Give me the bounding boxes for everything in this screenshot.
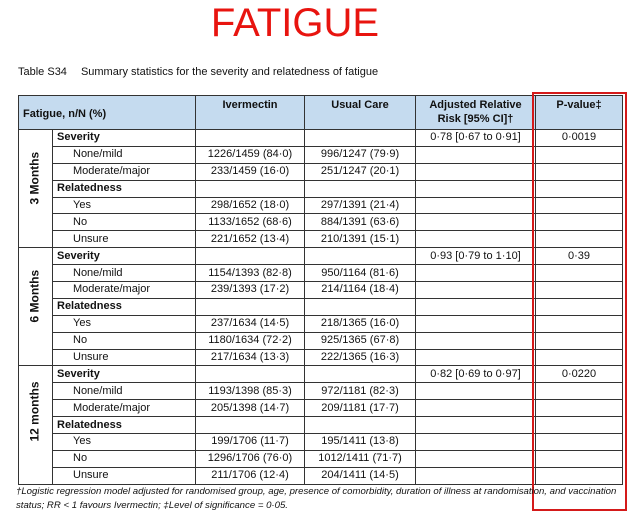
arr-value xyxy=(416,400,536,417)
arr-value xyxy=(416,332,536,349)
ivermectin-value: 205/1398 (14·7) xyxy=(196,400,305,417)
arr-value xyxy=(416,349,536,366)
ivermectin-value xyxy=(196,248,305,265)
header-usual-care: Usual Care xyxy=(305,96,416,130)
ivermectin-value: 217/1634 (13·3) xyxy=(196,349,305,366)
ivermectin-value: 239/1393 (17·2) xyxy=(196,282,305,299)
usual-care-value: 925/1365 (67·8) xyxy=(305,332,416,349)
header-label: Fatigue, n/N (%) xyxy=(19,96,196,130)
usual-care-value xyxy=(305,298,416,315)
row-label: Unsure xyxy=(53,349,196,366)
usual-care-value xyxy=(305,417,416,434)
group-label xyxy=(19,130,53,248)
group-name: 6 Months xyxy=(27,270,42,323)
row-label: Severity xyxy=(53,366,196,383)
row-label: Unsure xyxy=(53,231,196,248)
row-label: No xyxy=(53,332,196,349)
row-label: No xyxy=(53,450,196,467)
arr-value xyxy=(416,231,536,248)
header-ivermectin: Ivermectin xyxy=(196,96,305,130)
arr-value: 0·78 [0·67 to 0·91] xyxy=(416,130,536,147)
row-label: Relatedness xyxy=(53,417,196,434)
usual-care-value xyxy=(305,366,416,383)
row-label: Relatedness xyxy=(53,180,196,197)
ivermectin-value: 211/1706 (12·4) xyxy=(196,467,305,484)
row-label: None/mild xyxy=(53,383,196,400)
usual-care-value: 972/1181 (82·3) xyxy=(305,383,416,400)
table-number: Table S34 xyxy=(18,66,67,78)
arr-value xyxy=(416,315,536,332)
ivermectin-value: 1296/1706 (76·0) xyxy=(196,450,305,467)
usual-care-value: 222/1365 (16·3) xyxy=(305,349,416,366)
row-label: Yes xyxy=(53,315,196,332)
row-label: Relatedness xyxy=(53,298,196,315)
usual-care-value xyxy=(305,248,416,265)
ivermectin-value: 1226/1459 (84·0) xyxy=(196,146,305,163)
ivermectin-value xyxy=(196,180,305,197)
usual-care-value: 218/1365 (16·0) xyxy=(305,315,416,332)
ivermectin-value: 1193/1398 (85·3) xyxy=(196,383,305,400)
caption-text: Summary statistics for the severity and relatedness of fatigue xyxy=(80,66,379,78)
arr-value: 0·93 [0·79 to 1·10] xyxy=(416,248,536,265)
row-label: Unsure xyxy=(53,467,196,484)
usual-care-value: 251/1247 (20·1) xyxy=(305,163,416,180)
row-label: Yes xyxy=(53,197,196,214)
arr-value xyxy=(416,197,536,214)
usual-care-value: 1012/1411 (71·7) xyxy=(305,450,416,467)
arr-value xyxy=(416,450,536,467)
group-label xyxy=(19,248,53,366)
ivermectin-value xyxy=(196,417,305,434)
p-value: 0·0019 xyxy=(536,130,623,147)
usual-care-value xyxy=(305,180,416,197)
arr-value xyxy=(416,282,536,299)
arr-value xyxy=(416,434,536,451)
ivermectin-value: 1133/1652 (68·6) xyxy=(196,214,305,231)
highlight-box xyxy=(532,92,627,511)
arr-value xyxy=(416,383,536,400)
usual-care-value: 209/1181 (17·7) xyxy=(305,400,416,417)
ivermectin-value: 233/1459 (16·0) xyxy=(196,163,305,180)
usual-care-value: 996/1247 (79·9) xyxy=(305,146,416,163)
arr-value xyxy=(416,180,536,197)
arr-value: 0·82 [0·69 to 0·97] xyxy=(416,366,536,383)
row-label: No xyxy=(53,214,196,231)
usual-care-value: 214/1164 (18·4) xyxy=(305,282,416,299)
group-name: 3 Months xyxy=(27,151,42,205)
p-value: 0·39 xyxy=(536,248,623,265)
usual-care-value: 210/1391 (15·1) xyxy=(305,231,416,248)
arr-value xyxy=(416,214,536,231)
ivermectin-value: 199/1706 (11·7) xyxy=(196,434,305,451)
arr-value xyxy=(416,146,536,163)
ivermectin-value xyxy=(196,298,305,315)
ivermectin-value: 1180/1634 (72·2) xyxy=(196,332,305,349)
arr-value xyxy=(416,298,536,315)
ivermectin-value xyxy=(196,366,305,383)
group-label xyxy=(19,366,53,484)
usual-care-value: 195/1411 (13·8) xyxy=(305,434,416,451)
page-title: FATIGUE xyxy=(210,1,380,45)
row-label: Moderate/major xyxy=(53,163,196,180)
usual-care-value: 297/1391 (21·4) xyxy=(305,197,416,214)
footnote: †Logistic regression model adjusted for randomised group, age, presence of comorbidity, duration of illness at randomisation, and vaccination status; RR < 1 favours Ivermectin; ‡Level of significance = 0·05. xyxy=(16,486,617,511)
row-label: Severity xyxy=(53,130,196,147)
header-p-value: P-value‡ xyxy=(536,96,623,130)
usual-care-value: 950/1164 (81·6) xyxy=(305,265,416,282)
table-caption xyxy=(18,66,378,78)
header-arr: Adjusted Relative Risk [95% CI]† xyxy=(416,96,536,130)
row-label: Moderate/major xyxy=(53,400,196,417)
row-label: Yes xyxy=(53,434,196,451)
ivermectin-value: 1154/1393 (82·8) xyxy=(196,265,305,282)
arr-value xyxy=(416,163,536,180)
group-name: 12 months xyxy=(27,381,42,442)
p-value: 0·0220 xyxy=(536,366,623,383)
ivermectin-value xyxy=(196,130,305,147)
ivermectin-value: 298/1652 (18·0) xyxy=(196,197,305,214)
arr-value xyxy=(416,467,536,484)
usual-care-value: 204/1411 (14·5) xyxy=(305,467,416,484)
row-label: Severity xyxy=(53,248,196,265)
usual-care-value: 884/1391 (63·6) xyxy=(305,214,416,231)
row-label: Moderate/major xyxy=(53,282,196,299)
ivermectin-value: 221/1652 (13·4) xyxy=(196,231,305,248)
row-label: None/mild xyxy=(53,265,196,282)
arr-value xyxy=(416,265,536,282)
row-label: None/mild xyxy=(53,146,196,163)
usual-care-value xyxy=(305,130,416,147)
arr-value xyxy=(416,417,536,434)
ivermectin-value: 237/1634 (14·5) xyxy=(196,315,305,332)
